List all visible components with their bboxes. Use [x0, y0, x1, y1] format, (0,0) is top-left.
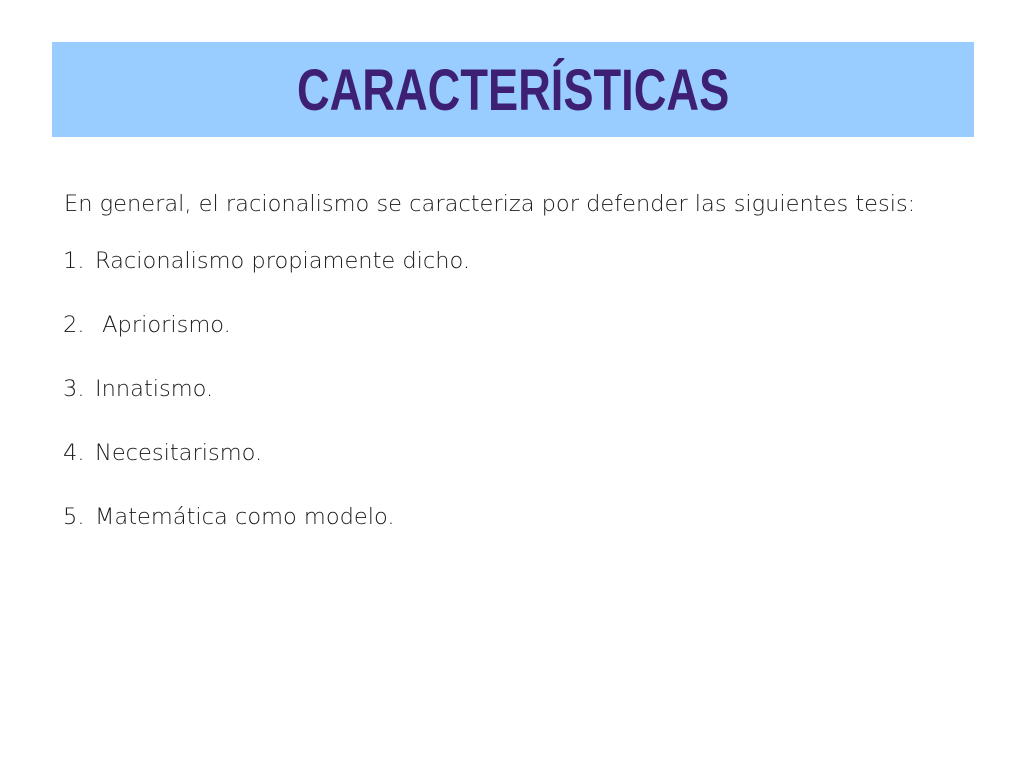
list-item — [50, 369, 990, 433]
list-item — [50, 241, 990, 305]
slide-title: CARACTERÍSTICAS — [296, 57, 730, 123]
list-item-number: 5. — [63, 504, 85, 530]
list-item-number: 2. — [63, 312, 85, 338]
title-banner — [52, 42, 974, 137]
list-item-text: Matemática como modelo. — [95, 504, 395, 530]
thesis-list — [50, 241, 990, 561]
list-item — [50, 433, 990, 497]
list-item-number: 3. — [63, 376, 85, 402]
slide-body — [50, 182, 990, 561]
list-item-number: 1. — [63, 248, 85, 274]
list-item-number: 4. — [63, 440, 85, 466]
list-item-text: Apriorismo. — [95, 312, 231, 338]
list-item-text: Necesitarismo. — [95, 440, 263, 466]
list-item-text: Racionalismo propiamente dicho. — [95, 248, 471, 274]
list-item-text: Innatismo. — [95, 376, 214, 402]
list-item — [50, 305, 990, 369]
intro-paragraph: En general, el racionalismo se caracteriza por defender las siguientes tesis: — [64, 191, 916, 217]
list-item — [50, 497, 990, 561]
